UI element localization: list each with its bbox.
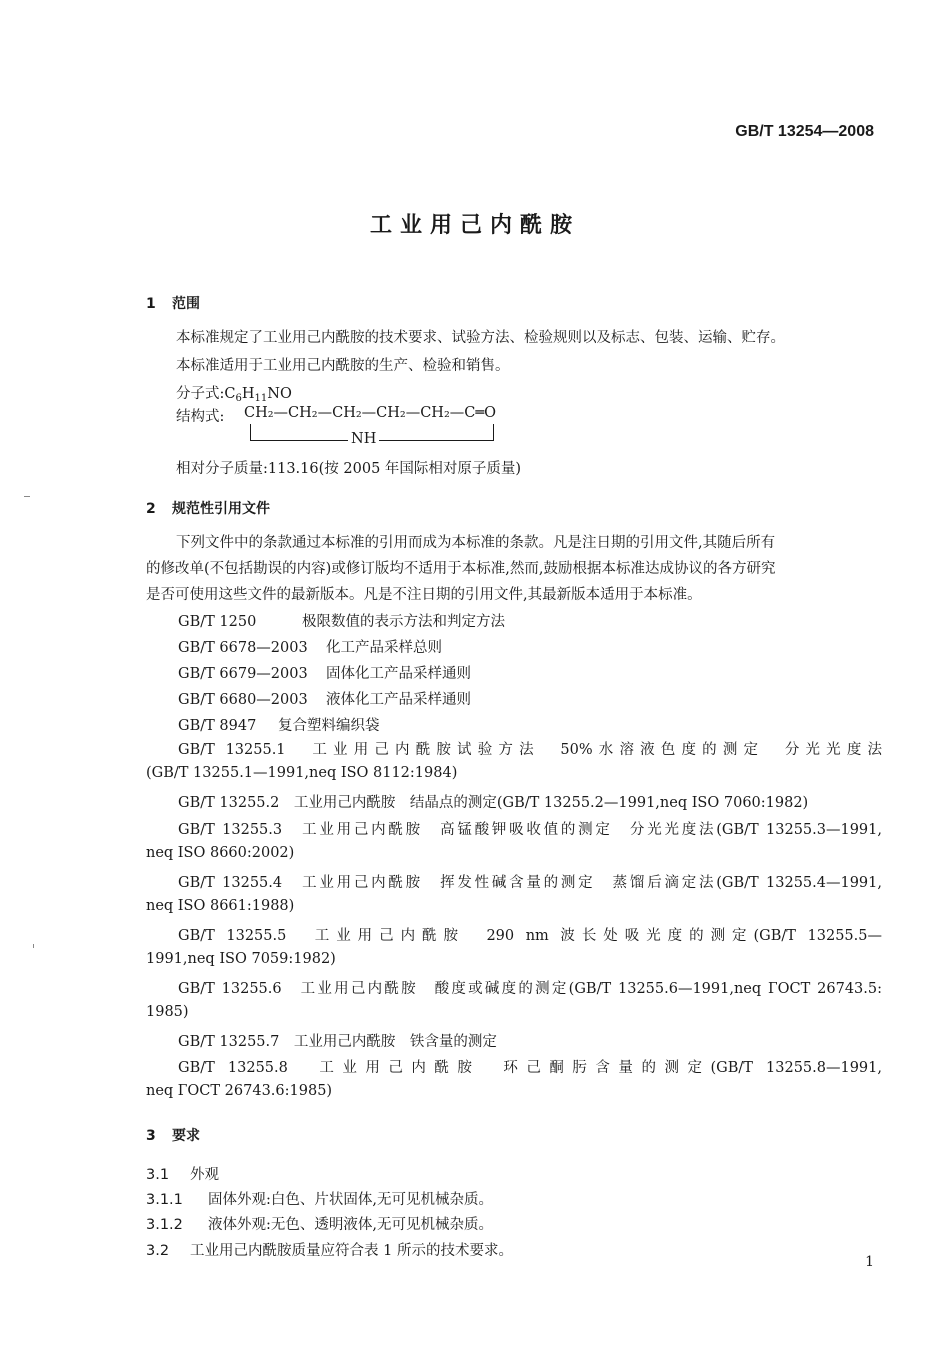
formula-element: C (224, 386, 236, 402)
reference-line (178, 924, 882, 945)
reference-title: 液体化工产品采样通则 (326, 692, 471, 708)
reference-code: GB/T 1250 (178, 614, 257, 630)
reference-text: GB/T 13255.4 工业用己内酰胺 挥发性碱含量的测定 蒸馏后滴定法(GB/T 13255.4—1991, (178, 875, 882, 891)
reference-line: GB/T 13255.2 工业用己内酰胺 结晶点的测定(GB/T 13255.2—1991,neq ISO 7060:1982) (178, 795, 809, 811)
reference-line: GB/T 13255.7 工业用己内酰胺 铁含量的测定 (178, 1034, 497, 1050)
molecular-formula (176, 382, 292, 404)
clause-number: 3.2 (146, 1243, 170, 1259)
reference-title: 极限数值的表示方法和判定方法 (302, 614, 505, 630)
reference-code: GB/T 8947 (178, 718, 257, 734)
reference-title: 固体化工产品采样通则 (326, 666, 471, 682)
scan-mark (24, 496, 30, 497)
standard-code: GB/T 13254—2008 (735, 123, 874, 140)
structure-nh: NH (348, 431, 379, 447)
reference-item (178, 662, 471, 683)
reference-line (178, 1056, 882, 1077)
formula-subscript: 6 (235, 393, 242, 404)
reference-item (178, 688, 471, 709)
reference-title: 化工产品采样总则 (326, 640, 442, 656)
section-3-heading (146, 1125, 200, 1145)
paragraph: 本标准规定了工业用己内酰胺的技术要求、试验方法、检验规则以及标志、包装、运输、贮存。 (176, 330, 785, 346)
clause-text: 工业用己内酰胺质量应符合表 1 所示的技术要求。 (190, 1243, 513, 1259)
reference-item (178, 636, 442, 657)
reference-line: neq ISO 8660:2002) (146, 845, 295, 861)
reference-text: GB/T 13255.1 工业用己内酰胺试验方法 50%水溶液色度的测定 分光光度法 (178, 742, 882, 758)
reference-line: 1991,neq ISO 7059:1982) (146, 951, 336, 967)
section-1-heading (146, 293, 200, 313)
clause-number: 3.1.1 (146, 1192, 183, 1208)
paragraph: 本标准适用于工业用己内酰胺的生产、检验和销售。 (176, 358, 510, 374)
clause-text: 固体外观:白色、片状固体,无可见机械杂质。 (208, 1192, 493, 1208)
clause-text: 外观 (190, 1167, 219, 1183)
paragraph: 的修改单(不包括勘误的内容)或修订版均不适用于本标准,然而,鼓励根据本标准达成协议的各方研究 (146, 561, 776, 577)
clause-3-1-1 (146, 1188, 493, 1209)
reference-title: 复合塑料编织袋 (278, 718, 380, 734)
document-title: 工业用己内酰胺 (369, 213, 580, 238)
page-number: 1 (865, 1254, 874, 1270)
clause-text: 液体外观:无色、透明液体,无可见机械杂质。 (208, 1217, 493, 1233)
reference-code: GB/T 6680—2003 (178, 692, 308, 708)
reference-line: neq ГОСТ 26743.6:1985) (146, 1083, 333, 1099)
section-title: 要求 (172, 1128, 200, 1144)
paragraph: 下列文件中的条款通过本标准的引用而成为本标准的条款。凡是注日期的引用文件,其随后所有 (176, 535, 776, 551)
reference-code: GB/T 6678—2003 (178, 640, 308, 656)
clause-number: 3.1.2 (146, 1217, 183, 1233)
section-2-heading (146, 498, 270, 518)
section-number: 2 (146, 501, 156, 517)
formula-label: 分子式: (176, 386, 225, 402)
reference-line (178, 977, 882, 998)
clause-3-1-2 (146, 1213, 493, 1234)
section-number: 1 (146, 296, 156, 312)
clause-3-1 (146, 1163, 219, 1184)
reference-item (178, 610, 505, 631)
reference-line (178, 818, 882, 839)
reference-line (178, 738, 882, 759)
reference-line (178, 871, 882, 892)
section-number: 3 (146, 1128, 156, 1144)
reference-line: (GB/T 13255.1—1991,neq ISO 8112:1984) (146, 765, 458, 781)
structure-chain: CH₂—CH₂—CH₂—CH₂—CH₂—C═O (244, 405, 496, 421)
formula-element: H (241, 386, 255, 402)
formula-subscript: 11 (254, 393, 268, 404)
scan-mark (33, 944, 34, 948)
reference-text: GB/T 13255.6 工业用己内酰胺 酸度或碱度的测定(GB/T 13255.6—1991,neq ГОСТ 26743.5: (178, 981, 882, 997)
section-title: 范围 (172, 296, 200, 312)
reference-line: neq ISO 8661:1988) (146, 898, 295, 914)
reference-text: GB/T 13255.5 工业用己内酰胺 290 nm 波长处吸光度的测定(GB/T 13255.5— (178, 928, 882, 944)
clause-3-2 (146, 1239, 513, 1260)
structure-label: 结构式: (176, 409, 225, 425)
formula-element: NO (267, 386, 292, 402)
section-title: 规范性引用文件 (172, 501, 270, 517)
reference-text: GB/T 13255.8 工业用己内酰胺 环己酮肟含量的测定(GB/T 13255.8—1991, (178, 1060, 882, 1076)
reference-code: GB/T 6679—2003 (178, 666, 308, 682)
clause-number: 3.1 (146, 1167, 170, 1183)
relative-molecular-mass: 相对分子质量:113.16(按 2005 年国际相对原子质量) (176, 461, 522, 477)
reference-line: 1985) (146, 1004, 189, 1020)
reference-item (178, 714, 380, 735)
paragraph: 是否可使用这些文件的最新版本。凡是不注日期的引用文件,其最新版本适用于本标准。 (146, 587, 702, 603)
reference-text: GB/T 13255.3 工业用己内酰胺 高锰酸钾吸收值的测定 分光光度法(GB/T 13255.3—1991, (178, 822, 882, 838)
